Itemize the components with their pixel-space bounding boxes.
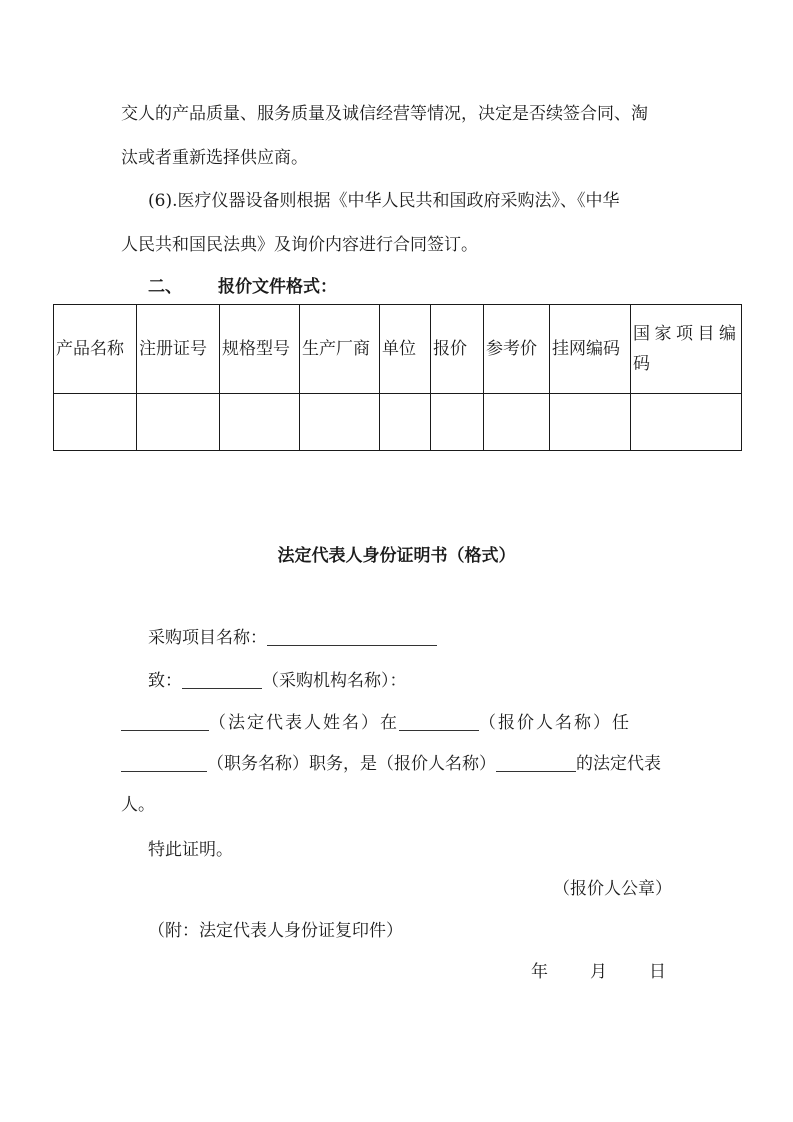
header-quote: 报价 <box>431 305 484 394</box>
section-title: 报价文件格式： <box>218 277 337 297</box>
project-name-blank <box>267 627 437 646</box>
table-cell <box>550 394 631 451</box>
table-row <box>54 394 742 451</box>
table-cell <box>300 394 380 451</box>
bidder-name-blank <box>399 712 479 731</box>
agency-blank <box>182 670 262 689</box>
seal-line: （报价人公章） <box>553 879 672 899</box>
table-cell <box>631 394 742 451</box>
agency-label: （采购机构名称）： <box>262 671 407 691</box>
header-model-spec: 规格型号 <box>220 305 300 394</box>
date-line <box>531 960 666 984</box>
header-reference-price: 参考价 <box>484 305 550 394</box>
certificate-title: 法定代表人身份证明书（格式） <box>277 546 516 566</box>
header-listing-code: 挂网编码 <box>550 305 631 394</box>
person-line: 人。 <box>121 795 155 815</box>
position-label: （职务名称）职务，是（报价人名称） <box>207 754 496 774</box>
header-product-name: 产品名称 <box>54 305 137 394</box>
table-header-row <box>54 305 742 394</box>
table-cell <box>54 394 137 451</box>
paragraph-contract-basis-cont: 人民共和国民法典》及询价内容进行合同签订。 <box>121 235 478 255</box>
date-month: 月 <box>590 962 607 982</box>
position-line <box>121 752 661 776</box>
table-cell <box>380 394 431 451</box>
paragraph-supplier-evaluation-cont: 汰或者重新选择供应商。 <box>121 148 308 168</box>
date-day: 日 <box>649 962 666 982</box>
project-name-line <box>148 626 437 650</box>
table-cell <box>137 394 220 451</box>
paragraph-supplier-evaluation: 交人的产品质量、服务质量及诚信经营等情况，决定是否续签合同、淘 <box>121 104 648 124</box>
bidder-name-label: （报价人名称）任 <box>479 713 631 733</box>
proof-line: 特此证明。 <box>148 840 233 860</box>
rep-name-blank <box>121 712 209 731</box>
section-heading <box>148 275 337 299</box>
table-cell <box>484 394 550 451</box>
project-name-label: 采购项目名称： <box>148 628 267 648</box>
section-number: 二、 <box>148 277 182 297</box>
position-blank <box>121 753 207 772</box>
attachment-line: （附：法定代表人身份证复印件） <box>148 921 403 941</box>
to-label: 致： <box>148 671 182 691</box>
header-manufacturer: 生产厂商 <box>300 305 380 394</box>
legal-rep-blank <box>496 753 576 772</box>
header-national-project-code: 国家项目编码 <box>631 305 742 394</box>
addressee-line <box>148 669 407 693</box>
header-registration-no: 注册证号 <box>137 305 220 394</box>
rep-name-label: （法定代表人姓名）在 <box>209 713 399 733</box>
header-unit: 单位 <box>380 305 431 394</box>
paragraph-contract-basis: (6).医疗仪器设备则根据《中华人民共和国政府采购法》、《中华 <box>148 191 620 211</box>
date-year: 年 <box>531 962 548 982</box>
table-cell <box>220 394 300 451</box>
quotation-format-table <box>53 304 742 451</box>
representative-line <box>121 711 631 735</box>
table-cell <box>431 394 484 451</box>
legal-rep-label: 的法定代表 <box>576 754 661 774</box>
